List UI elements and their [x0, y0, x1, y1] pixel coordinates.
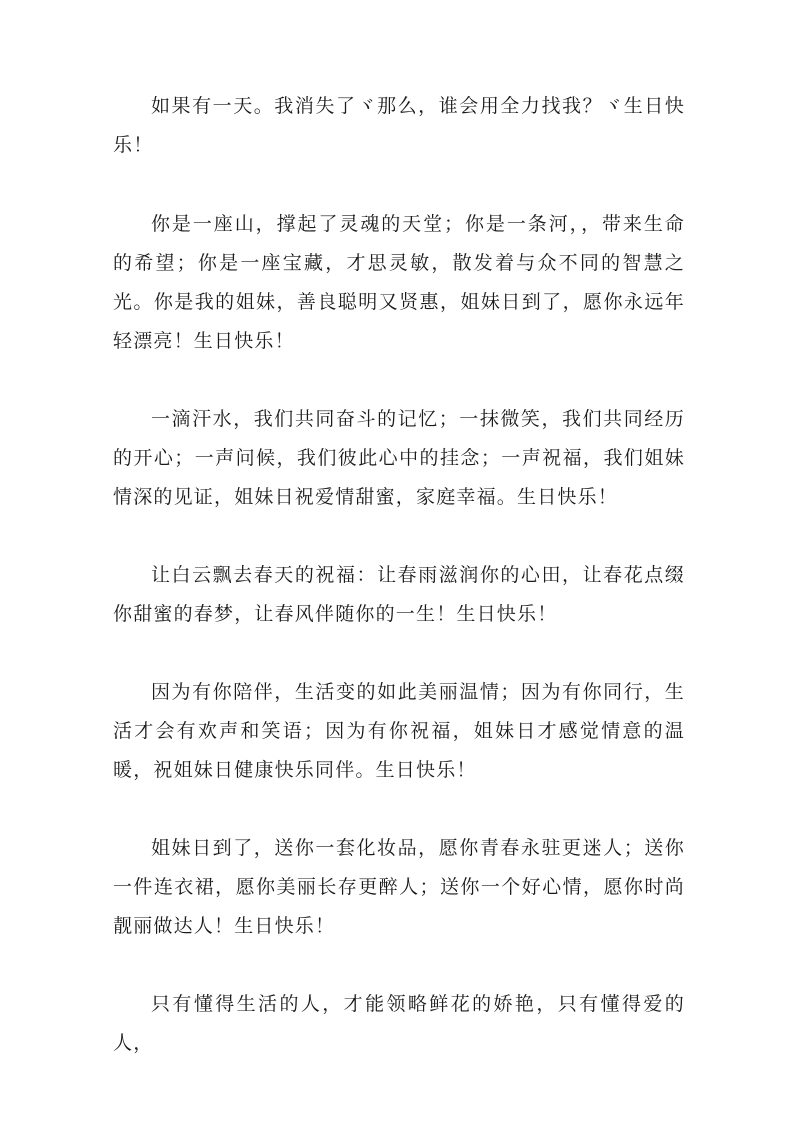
paragraph-1: 如果有一天。我消失了ヾ那么，谁会用全力找我？ヾ生日快乐！: [113, 95, 685, 156]
paragraph-3: 一滴汗水，我们共同奋斗的记忆；一抹微笑，我们共同经历的开心；一声问候，我们彼此心中的挂念；一声祝福，我们姐妹情深的见证，姐妹日祝爱情甜蜜，家庭幸福。生日快乐！: [113, 408, 685, 508]
paragraph-4: 让白云飘去春天的祝福：让春雨滋润你的心田，让春花点缀你甜蜜的春梦，让春风伴随你的一生！生日快乐！: [113, 564, 685, 625]
paragraph-5: 因为有你陪伴，生活变的如此美丽温情；因为有你同行，生活才会有欢声和笑语；因为有你祝福，姐妹日才感觉情意的温暖，祝姐妹日健康快乐同伴。生日快乐！: [113, 681, 685, 781]
paragraph-2: 你是一座山，撑起了灵魂的天堂；你是一条河，，带来生命的希望；你是一座宝藏，才思灵敏，散发着与众不同的智慧之光。你是我的姐妹，善良聪明又贤惠，姐妹日到了，愿你永远年轻漂亮！生日快乐！: [113, 213, 685, 352]
paragraph-6: 姐妹日到了，送你一套化妆品，愿你青春永驻更迷人；送你一件连衣裙，愿你美丽长存更醉人；送你一个好心情，愿你时尚靓丽做达人！生日快乐！: [113, 837, 685, 937]
paragraph-7: 只有懂得生活的人，才能领略鲜花的娇艳，只有懂得爱的人，: [113, 993, 685, 1054]
